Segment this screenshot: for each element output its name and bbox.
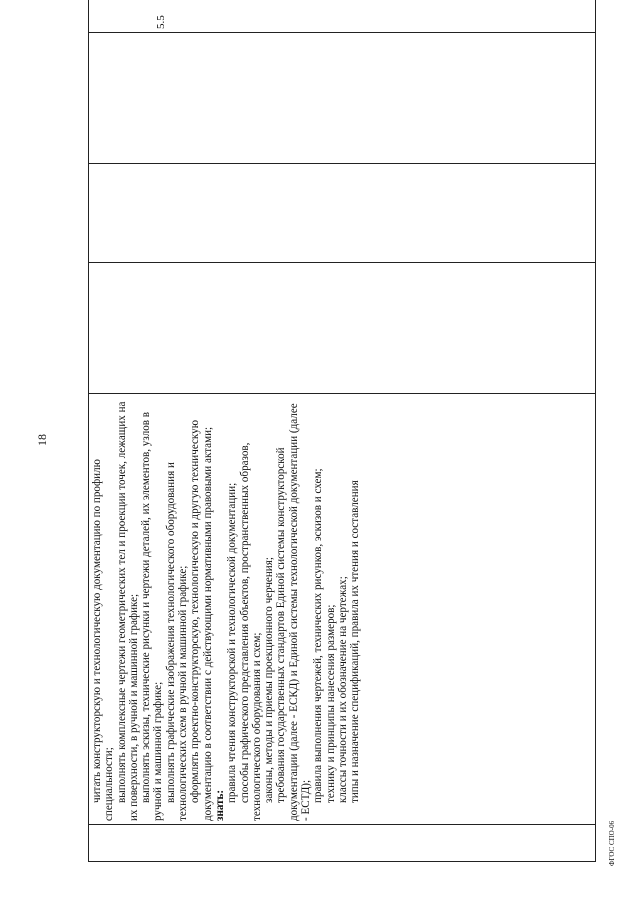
document-table-area <box>88 15 596 862</box>
list-item: выполнять графические изображения технологического оборудования и технологических схем в ручной и машинной графике; <box>164 462 190 821</box>
list-item: читать конструкторскую и технологическую документацию по профилю специальности; <box>91 459 116 821</box>
footer-label: ФГОС СПО-06 <box>608 820 616 866</box>
table-row <box>89 0 596 862</box>
list-item: оформлять проектно-конструкторскую, технологическую и другую техническую документацию в соответствии с действующими нормативными правовыми актами; <box>189 419 214 821</box>
empty-cell <box>89 164 596 263</box>
empty-cell <box>89 263 596 394</box>
competence-code-cell <box>89 0 596 33</box>
page-number: 18 <box>35 434 49 446</box>
list-item: типы и назначение спецификаций, правила их чтения и составления <box>349 480 362 803</box>
list-item: законы, методы и приемы проекционного черчения; <box>263 557 276 803</box>
content-cell <box>89 394 596 825</box>
list-item: выполнять эскизы, технические рисунки и чертежи деталей, их элементов, узлов в ручной и машинной графике; <box>140 411 165 821</box>
list-item: правила чтения конструкторской и технологической документации; <box>226 482 239 803</box>
empty-cell <box>89 33 596 164</box>
list-item: выполнять комплексные чертежи геометрических тел и проекции точек, лежащих на их поверхности, в ручной и машинной графике; <box>115 401 140 821</box>
competence-code: 5.5 <box>155 15 167 29</box>
list-item: технику и принципы нанесения размеров; <box>324 604 337 803</box>
requirements-list <box>89 394 362 824</box>
list-item: правила выполнения чертежей, технических рисунков, эскизов и схем; <box>312 468 325 803</box>
rotated-table-wrapper <box>88 15 596 862</box>
standards-table <box>88 0 596 862</box>
empty-cell-first <box>89 825 596 862</box>
list-item: требования государственных стандартов Единой системы конструкторской документации (далее - ЕСКД) и Единой системы технологической документации (далее - ЕСТД); <box>275 403 313 821</box>
list-item: способы графического представления объектов, пространственных образов, технологического оборудования и схем; <box>238 442 263 821</box>
list-item: классы точности и их обозначение на чертежах; <box>336 576 349 803</box>
section-heading: знать: <box>213 789 226 821</box>
